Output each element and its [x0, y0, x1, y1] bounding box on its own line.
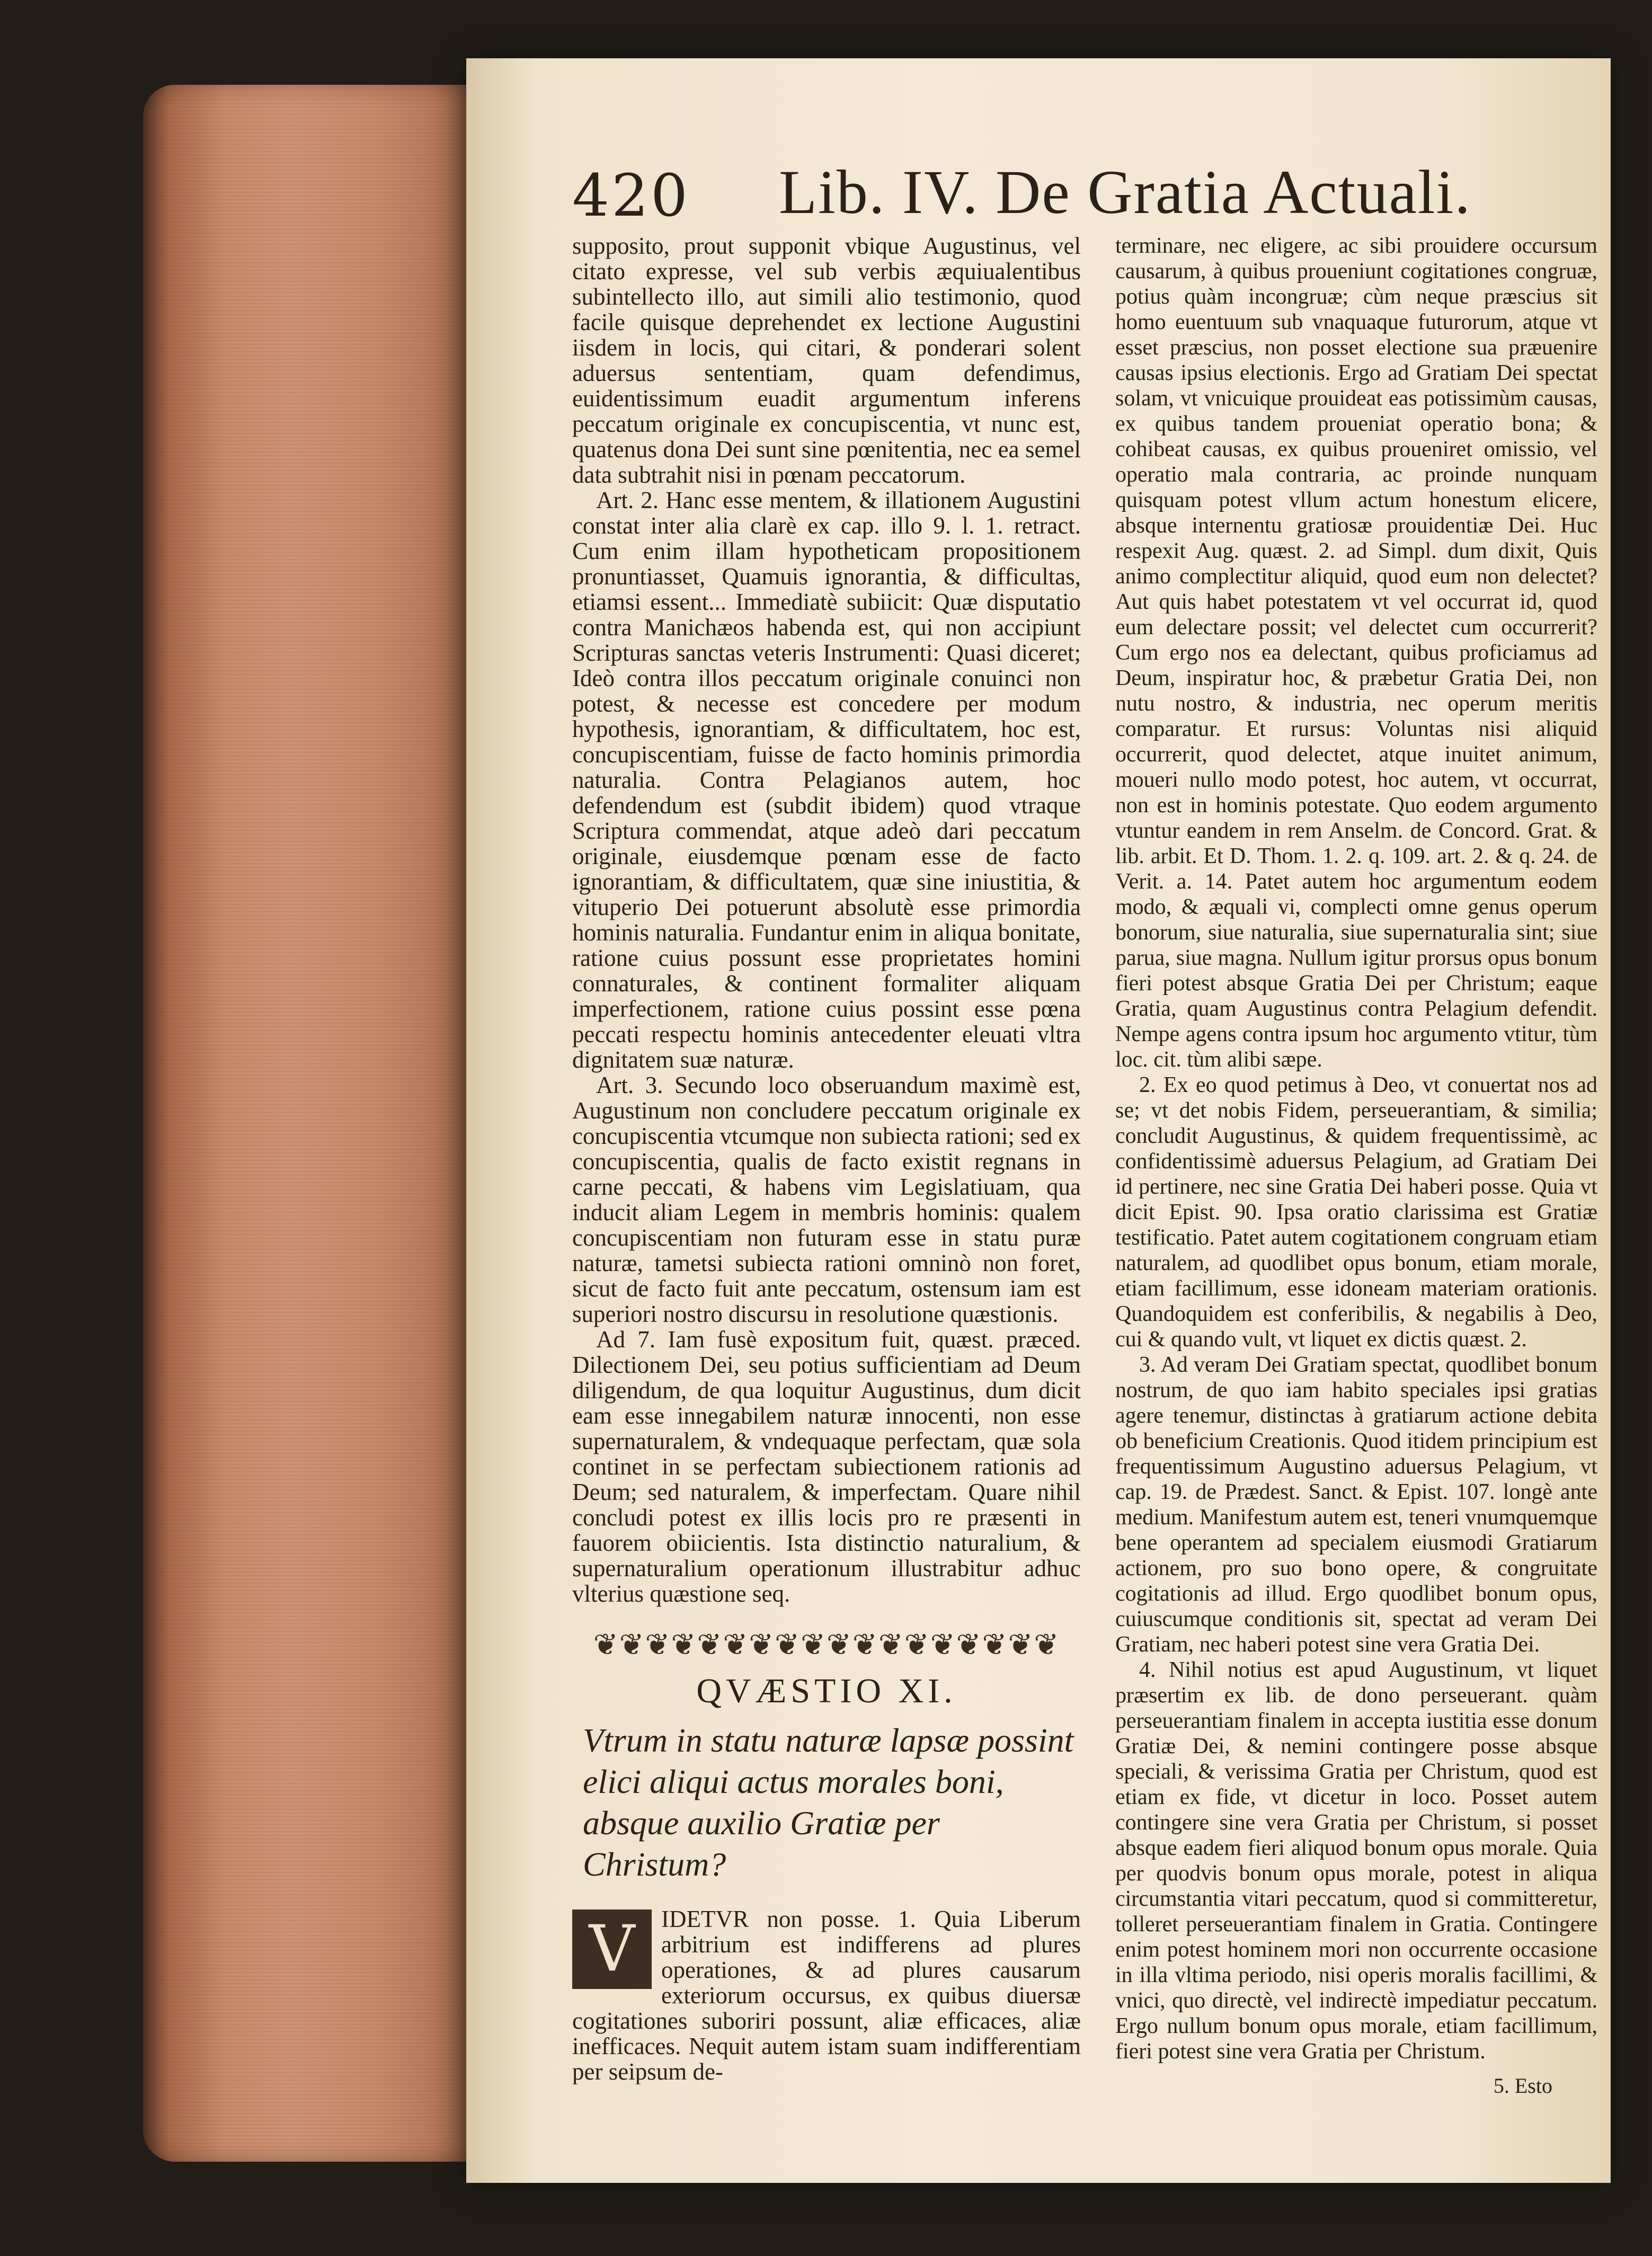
question-opening-paragraph [572, 1906, 1081, 2084]
paragraph: supposito, prout supponit vbique Augustinus, vel citato expresse, vel sub verbis æquiualentibus subintellecto illo, aut simili alio testimonio, quod facile quisque deprehendet ex lectione Augustini iisdem in locis, qui citari, & ponderari solent aduersus sententiam, quam defendimus, euidentissimum euadit argumentum inferens peccatum originale ex concupiscentia, vt nunc est, quatenus dona Dei sunt sine pœnitentia, nec ea semel data subtrahit nisi in pœnam peccatorum. [572, 233, 1081, 488]
paragraph: IDETVR non posse. 1. Quia Liberum arbitrium est indifferens ad plures operationes, & ad plures causarum exteriorum occursus, ex quibus diuersæ cogitationes suboriri possunt, aliæ efficaces, aliæ inefficaces. Nequit autem istam suam indifferentiam per seipsum de- [572, 1906, 1081, 2084]
paragraph: Art. 3. Secundo loco obseruandum maximè est, Augustinum non concludere peccatum originale ex concupiscentia vtcumque non subiecta rationi; sed ex concupiscentia, qualis de facto existit regnans in carne peccati, & habens vim Legislatiuam, qua inducit aliam Legem in membris hominis: qualem concupiscentiam non futuram esse in statu puræ naturæ, tametsi subiecta rationi omninò non foret, sicut de facto fuit ante peccatum, ostensum iam est superiori nostro discursu in resolutione quæstionis. [572, 1072, 1081, 1327]
catchword: 5. Esto [1493, 2074, 1552, 2098]
paragraph: terminare, nec eligere, ac sibi prouidere occursum causarum, à quibus proueniunt cogitationes congruæ, potius quàm incongruæ; cùm neque præscius sit homo euentuum sub vnaquaque futurorum, atque vt esset præscius, non posset electione sua præuenire causas ipsius electionis. Ergo ad Gratiam Dei spectat solam, vt vnicuique prouideat eas potissimùm causas, ex quibus tandem proueniat operatio bona; & cohibeat causas, ex quibus proueniret omissio, vel operatio mala contraria, ac proinde nunquam quisquam potest vllum actum honestum elicere, absque internentu gratiosæ prouidentiæ Dei. Huc respexit Aug. quæst. 2. ad Simpl. dum dixit, Quis animo complectitur aliquid, quod eum non delectet? Aut quis habet potestatem vt vel occurrat id, quod eum delectare possit; vel delectet cum occurrerit? Cum ergo nos ea delectant, quibus proficiamus ad Deum, inspiratur hoc, & præbetur Gratia Dei, non nutu nostro, & industria, nec operum meritis comparatur. Et rursus: Voluntas nisi aliquid occurrerit, quod delectet, atque inuitet animum, moueri nullo modo potest, hoc autem, vt occurrat, non est in hominis potestate. Quo eodem argumento vtuntur eandem in rem Anselm. de Concord. Grat. & lib. arbit. Et D. Thom. 1. 2. q. 109. art. 2. & q. 24. de Verit. a. 14. Patet autem hoc argumentum eodem modo, & æquali vi, complecti omne genus operum bonorum, siue naturalia, siue supernaturalia sint; siue parua, siue magna. Nullum igitur prorsus opus bonum fieri potest absque Gratia Dei per Christum; eaque Gratia, quam Augustinus contra Pelagium defendit. Nempe agens contra ipsum hoc argumento vtitur, tùm loc. cit. tùm alibi sæpe. [1115, 234, 1597, 1072]
question-title: QVÆSTIO XI. [696, 1672, 957, 1710]
right-column [1115, 233, 1597, 2064]
decorative-ornament-band: ❦❦❦❦❦❦❦❦❦❦❦❦❦❦❦❦❦❦ [593, 1629, 1060, 1662]
page-header [572, 109, 1568, 229]
paragraph: 3. Ad veram Dei Gratiam spectat, quodlibet bonum nostrum, de quo iam habito speciales ipsi gratias agere tenemur, distinctas à gratiarum actione debita ob beneficium Creationis. Quod itidem principium est frequentissimum Augustino aduersus Pelagium, vt cap. 19. de Prædest. Sanct. & Epist. 107. longè ante medium. Manifestum autem est, teneri vnumquemque bene operantem ad specialem eiusmodi Gratiarum actionem, pro suo bono opere, & congruitate cogitationis ad illud. Ergo quodlibet bonum opus, cuiuscumque conditionis sit, spectat ad veram Dei Gratiam, nec haberi potest sine vera Gratia Dei. [1115, 1353, 1597, 1657]
book-page [466, 58, 1611, 2183]
question-text: Vtrum in statu naturæ lapsæ possint elici aliqui actus morales boni, absque auxilio Gratiæ per Christum? [583, 1721, 1074, 1883]
paragraph: Ad 7. Iam fusè expositum fuit, quæst. præced. Dilectionem Dei, seu potius sufficientiam ad Deum diligendum, de qua loquitur Augustinus, dum dicit eam esse innegabilem naturæ innocenti, non esse supernaturalem, & vndequaque perfectam, quæ sola continet in se perfectam subiectionem rationis ad Deum; sed naturalem, & imperfectam. Quare nihil concludi potest ex illis locis pro re præsenti in fauorem obiicientis. Ista distinctio naturalium, & supernaturalium operationum illustrabitur adhuc vlterius quæstione seq. [572, 1326, 1081, 1607]
book-page-edge-texture [154, 95, 461, 2151]
left-column [572, 233, 1081, 2084]
paragraph: Art. 2. Hanc esse mentem, & illationem Augustini constat inter alia clarè ex cap. illo 9. l. 1. retract. Cum enim illam hypotheticam propositionem pronuntiasset, Quamuis ignorantia, & difficultas, etiamsi essent... Immediatè subiicit: Quæ disputatio contra Manichæos habenda est, qui non accipiunt Scripturas sanctas veteris Instrumenti: Quasi diceret; Ideò contra illos peccatum originale conuinci non potest, & necesse est concedere per modum hypothesis, ignorantiam, & difficultatem, hoc est, concupiscentiam, fuisse de facto hominis primordia naturalia. Contra Pelagianos autem, hoc defendendum est (subdit ibidem) quod vtraque Scriptura commendat, atque adeò dari peccatum originale, eiusdemque pœnam esse de facto ignorantiam, & difficultatem, quæ sine iniustitia, & vituperio Dei potuerunt absolutè esse primordia hominis naturalia. Fundantur enim in aliqua bonitate, ratione cuius possunt esse proprietates homini connaturales, & continent formaliter aliquam imperfectionem, ratione cuius possint esse pœna peccati respectu hominis antecedenter eleuati vltra dignitatem suæ naturæ. [572, 487, 1081, 1073]
drop-cap-initial: V [572, 1909, 652, 1989]
page-number: 420 [572, 162, 690, 229]
running-title: Lib. IV. De Gratia Actuali. [779, 157, 1471, 227]
paragraph: 4. Nihil notius est apud Augustinum, vt liquet præsertim ex lib. de dono perseuerant. quàm perseuerantiam finalem in accepta iustitia esse donum Gratiæ Dei, & nemini contingere posse absque speciali, & verissima Gratia per Christum, quod est etiam ex fide, vt dicetur in loco. Posset autem contingere sine vera Gratia per Christum, si posset absque eadem fieri aliquod bonum opus morale. Quia per quodvis bonum opus morale, potest in aliqua circumstantia vitari peccatum, quod si committeretur, tolleret perseuerantiam finalem in Gratia. Contingere enim potest hominem mori non occurrente occasione in illa vltima periodo, nisi operis moralis facillimi, & vnici, quo directè, vel indirectè impediatur peccatum. Ergo nullum bonum opus morale, etiam facillimum, fieri potest sine vera Gratia per Christum. [1115, 1658, 1597, 2064]
paragraph: 2. Ex eo quod petimus à Deo, vt conuertat nos ad se; vt det nobis Fidem, perseuerantiam, & similia; concludit Augustinus, & quidem frequentissimè, ac confidentissimè aduersus Pelagium, ad Gratiam Dei id pertinere, nec sine Gratia Dei haberi posse. Quia vt dicit Epist. 90. Ipsa oratio clarissima est Gratiæ testificatio. Patet autem cogitationem congruam etiam naturalem, ad quodlibet opus bonum, etiam morale, etiam facillimum, esse idoneam materiam orationis. Quandoquidem est conferibilis, & negabilis à Deo, cui & quando vult, vt liquet ex dictis quæst. 2. [1115, 1073, 1597, 1352]
